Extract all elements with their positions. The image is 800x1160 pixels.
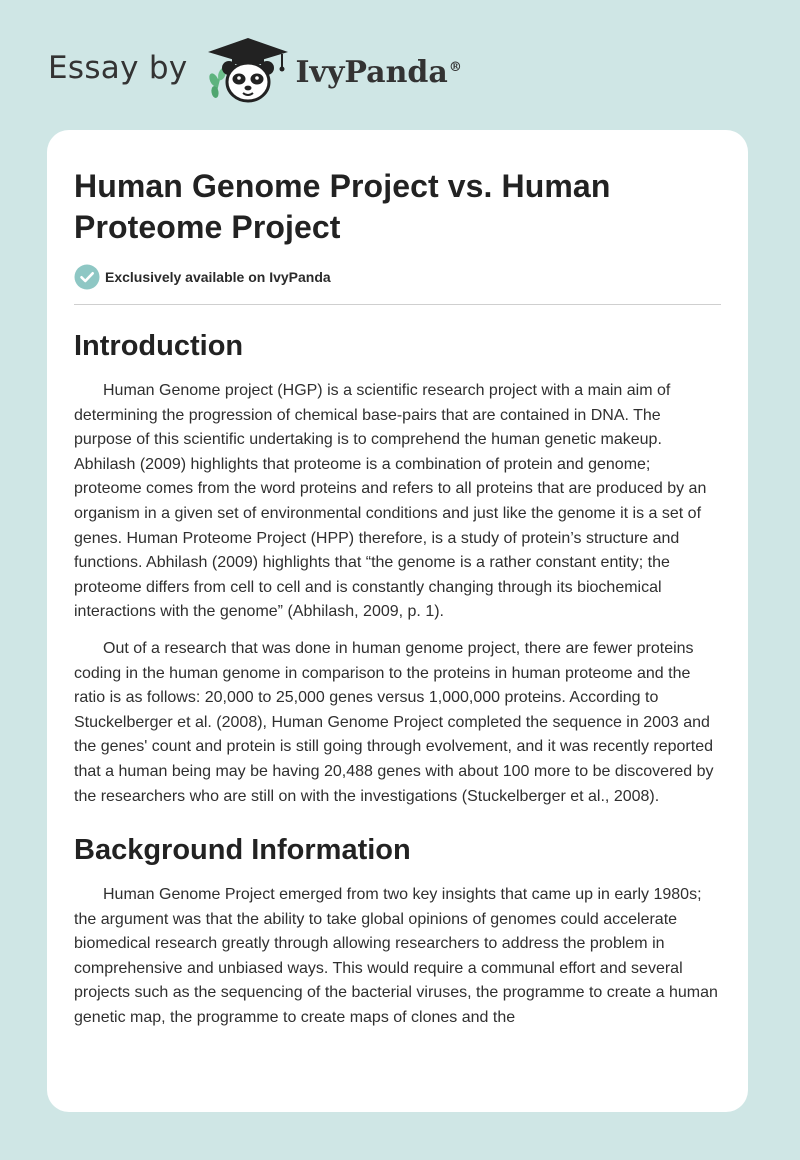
paragraph: Out of a research that was done in human genome project, there are fewer proteins coding in the human genome in comparison to the proteins in human proteome and the ratio is as follows: 20,000 to 25,000 genes versus 1,000,000 proteins. According to Stuckelberger et al. (2008), Human Genome Project completed the sequence in 2003 and the genes' count and protein is still going through evolvement, and it was recently reported that a human being may be having 20,488 genes with about 100 more to be discovered by the researchers who are still on with the investigations (Stuckelberger et al., 2008). [74, 639, 714, 805]
paragraph: Human Genome project (HGP) is a scientific research project with a main aim of determining the progression of chemical base-pairs that are contained in DNA. The purpose of this scientific undertaking is to comprehend the human genetic makeup. Abhilash (2009) highlights that proteome is a combination of protein and genome; proteome comes from the word proteins and refers to all proteins that are produced by an organism in a given set of environmental conditions and just like the genome it is a set of genes. Human Proteome Project (HPP) therefore, is a study of protein’s structure and functions. Abhilash (2009) highlights that “the genome is a rather constant entity; the proteome differs from cell to cell and is constantly changing through its biochemical interactions with the genome” (Abhilash, 2009, p. 1). [74, 382, 707, 621]
panda-graduate-icon [202, 34, 294, 106]
title-line-2: Proteome Project [74, 209, 341, 245]
brand-header[interactable] [48, 34, 462, 106]
brand-name: IvyPanda® [295, 54, 462, 90]
registered-mark: ® [448, 59, 462, 75]
page-title [74, 166, 721, 248]
section-heading-introduction: Introduction [74, 330, 244, 362]
divider [74, 304, 721, 305]
check-circle-icon [74, 264, 100, 290]
paragraph: Human Genome Project emerged from two key insights that came up in early 1980s; the argument was that the ability to take global opinions of genomes could accelerate biomedical research greatly through allowing researchers to address the problem in comprehensive and unbiased ways. This would require a communal effort and several projects such as the sequencing of the bacterial viruses, the programme to create a human genetic map, the programme to create maps of clones and the [74, 886, 718, 1027]
section-heading-background: Background Information [74, 834, 411, 867]
essay-card [47, 130, 748, 1112]
brand-prefix: Essay by [48, 50, 188, 86]
badge-text: Exclusively available on IvyPanda [105, 269, 331, 285]
title-line-1: Human Genome Project vs. Human [74, 168, 611, 204]
exclusive-badge [74, 264, 721, 290]
